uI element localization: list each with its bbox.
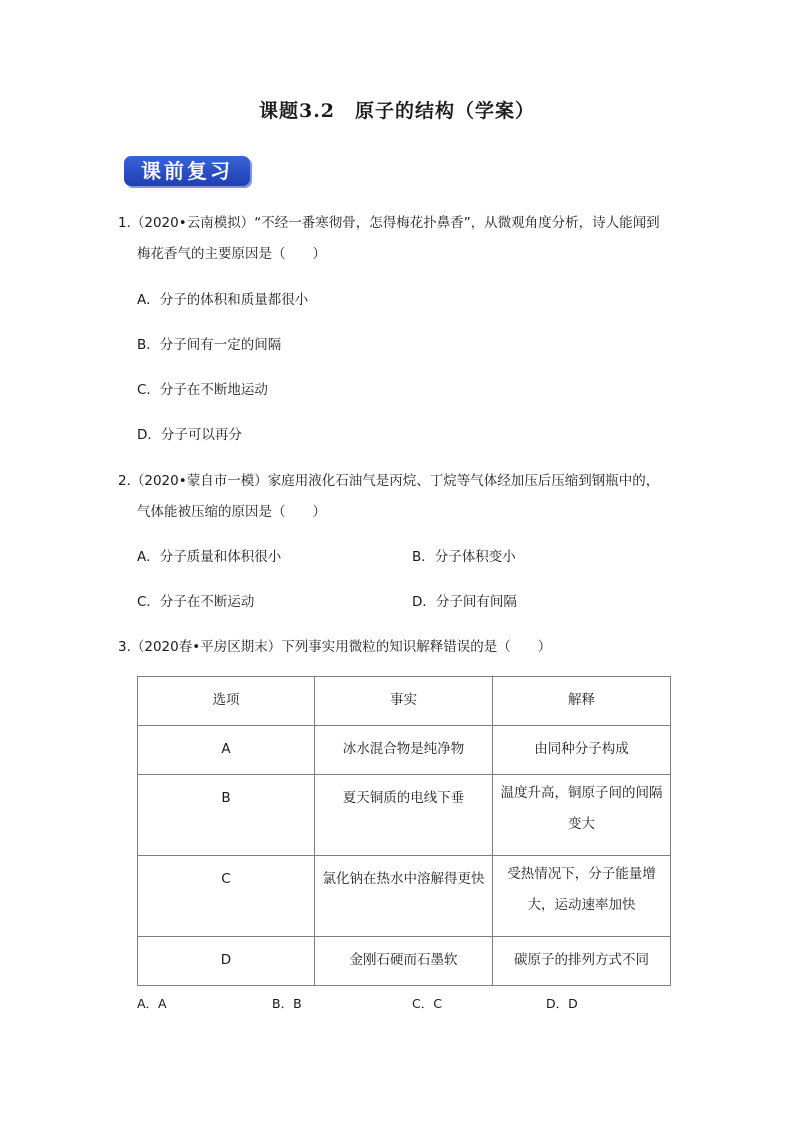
question-1-line-1: 1.（2020•云南模拟）“不经一番寒彻骨，怎得梅花扑鼻香”，从微观角度分析，诗人能闻到 xyxy=(118,215,660,231)
question-3-answer-d: D．D xyxy=(546,996,578,1011)
question-2-option-a: A．分子质量和体积很小 xyxy=(137,549,282,565)
question-2-line-2: 气体能被压缩的原因是（ ） xyxy=(137,504,326,520)
section-badge xyxy=(124,156,250,186)
table-cell: A xyxy=(138,726,315,775)
question-2-option-b: B．分子体积变小 xyxy=(412,549,516,565)
table-cell: D xyxy=(138,937,315,986)
question-2-option-d: D．分子间有间隔 xyxy=(412,594,517,610)
table-row xyxy=(138,775,671,856)
question-1-line-2: 梅花香气的主要原因是（ ） xyxy=(137,246,326,262)
section-badge-label: 课前复习 xyxy=(141,159,233,183)
table-cell: B xyxy=(138,775,315,856)
question-1-option-d: D．分子可以再分 xyxy=(137,427,242,443)
table-header: 解释 xyxy=(493,677,671,726)
facts-table xyxy=(137,676,671,986)
table-header-row xyxy=(138,677,671,726)
table-header: 事实 xyxy=(315,677,493,726)
table-cell: 夏天铜质的电线下垂 xyxy=(315,775,493,856)
table-cell: 温度升高，铜原子间的间隔变大 xyxy=(493,775,671,856)
table-row xyxy=(138,937,671,986)
table-cell: 氯化钠在热水中溶解得更快 xyxy=(315,856,493,937)
table-row xyxy=(138,726,671,775)
question-3-answer-b: B．B xyxy=(272,996,302,1011)
question-1-option-c: C．分子在不断地运动 xyxy=(137,382,268,398)
table-header: 选项 xyxy=(138,677,315,726)
question-3-answer-a: A．A xyxy=(137,996,167,1011)
table-cell: 由同种分子构成 xyxy=(493,726,671,775)
question-2-line-1: 2.（2020•蒙自市一模）家庭用液化石油气是丙烷、丁烷等气体经加压后压缩到钢瓶中的， xyxy=(118,473,660,489)
table-cell: 受热情况下，分子能量增大，运动速率加快 xyxy=(493,856,671,937)
question-1-option-a: A．分子的体积和质量都很小 xyxy=(137,292,309,308)
table-cell: C xyxy=(138,856,315,937)
table-cell: 碳原子的排列方式不同 xyxy=(493,937,671,986)
question-3-line-1: 3.（2020春•平房区期末）下列事实用微粒的知识解释错误的是（ ） xyxy=(118,639,552,655)
table-cell: 金刚石硬而石墨软 xyxy=(315,937,493,986)
table-cell: 冰水混合物是纯净物 xyxy=(315,726,493,775)
page-title: 课题3.2 原子的结构（学案） xyxy=(258,100,536,122)
question-2-option-c: C．分子在不断运动 xyxy=(137,594,255,610)
question-3-answer-c: C．C xyxy=(412,996,442,1011)
table-row xyxy=(138,856,671,937)
question-1-option-b: B．分子间有一定的间隔 xyxy=(137,337,282,353)
